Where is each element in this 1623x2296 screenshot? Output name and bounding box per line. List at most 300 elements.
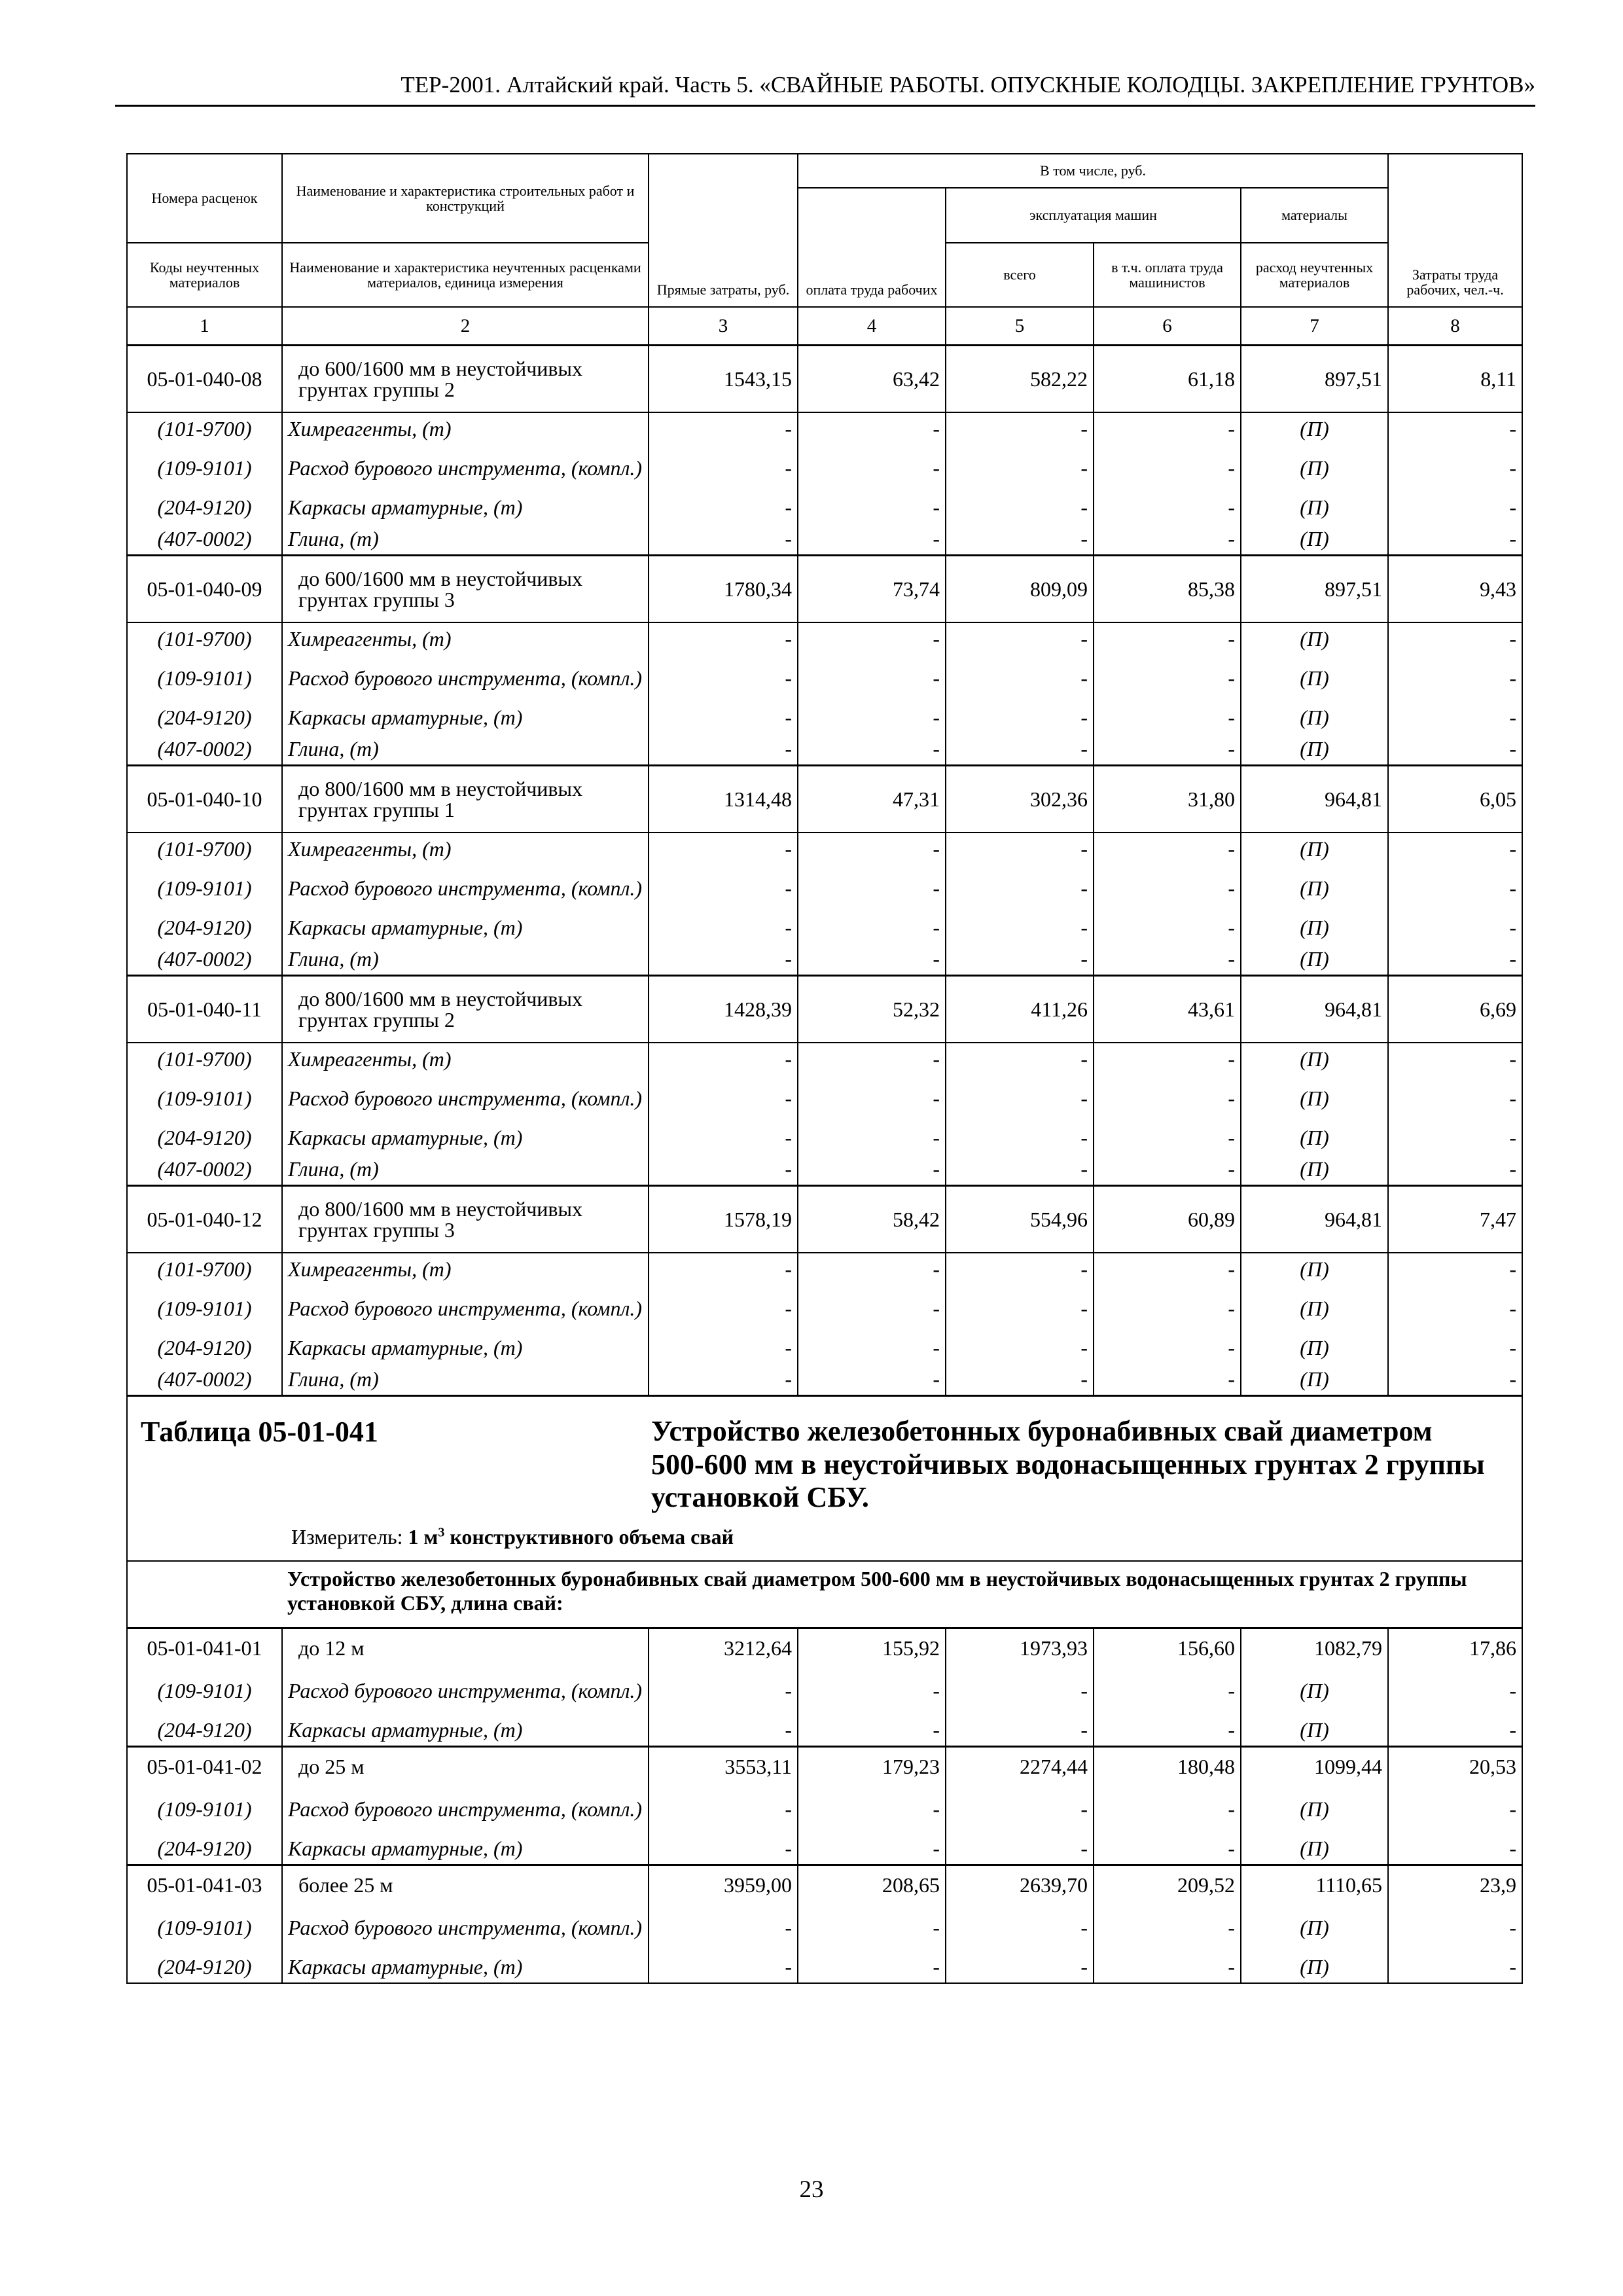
header-rate-numbers: Номера расценок <box>127 154 282 243</box>
material-unaccounted: (П) <box>1241 1122 1388 1153</box>
material-unaccounted: (П) <box>1241 1833 1388 1865</box>
rate-row <box>127 766 1522 833</box>
material-unaccounted: (П) <box>1241 912 1388 943</box>
rate-value: 180,48 <box>1094 1747 1241 1786</box>
material-row <box>127 492 1522 523</box>
header-material-name: Наименование и характеристика неучтенных расценками материалов, единица измерения <box>282 243 649 307</box>
col-number: 7 <box>1241 307 1388 346</box>
rate-value: 1543,15 <box>649 346 798 413</box>
material-value: - <box>1094 444 1241 492</box>
material-value: - <box>1094 733 1241 766</box>
material-value: - <box>1094 492 1241 523</box>
rate-value: 1099,44 <box>1241 1747 1388 1786</box>
material-code: (109-9101) <box>127 444 282 492</box>
material-value: - <box>1094 865 1241 912</box>
material-row <box>127 865 1522 912</box>
material-value: - <box>1094 622 1241 655</box>
material-value: - <box>649 865 798 912</box>
material-value: - <box>798 865 946 912</box>
material-value: - <box>649 1153 798 1186</box>
material-value: - <box>1094 523 1241 556</box>
material-code: (407-0002) <box>127 1363 282 1396</box>
material-value: - <box>946 412 1094 444</box>
material-value: - <box>1388 1833 1522 1865</box>
material-row <box>127 1785 1522 1833</box>
material-code: (204-9120) <box>127 1833 282 1865</box>
material-name: Глина, (т) <box>282 523 649 556</box>
material-code: (101-9700) <box>127 1043 282 1075</box>
material-value: - <box>1388 702 1522 733</box>
material-row <box>127 833 1522 865</box>
rate-value: 809,09 <box>946 556 1094 623</box>
material-unaccounted: (П) <box>1241 1153 1388 1186</box>
rate-row <box>127 346 1522 413</box>
material-value: - <box>946 1285 1094 1332</box>
rate-value: 964,81 <box>1241 976 1388 1043</box>
col-number: 4 <box>798 307 946 346</box>
rate-value: 23,9 <box>1388 1865 1522 1905</box>
material-value: - <box>649 1043 798 1075</box>
material-value: - <box>1094 1785 1241 1833</box>
material-value: - <box>1094 912 1241 943</box>
rate-value: 208,65 <box>798 1865 946 1905</box>
rate-name: до 800/1600 мм в неустойчивых грунтах группы 1 <box>282 766 649 833</box>
material-value: - <box>798 1785 946 1833</box>
material-value: - <box>1094 412 1241 444</box>
col-number: 5 <box>946 307 1094 346</box>
material-name: Расход бурового инструмента, (компл.) <box>282 1075 649 1122</box>
rate-value: 6,05 <box>1388 766 1522 833</box>
rate-code: 05-01-041-01 <box>127 1628 282 1668</box>
material-unaccounted: (П) <box>1241 1667 1388 1714</box>
rate-value: 156,60 <box>1094 1628 1241 1668</box>
material-value: - <box>649 1951 798 1983</box>
material-value: - <box>649 655 798 702</box>
section-heading: Устройство железобетонных буронабивных свай диаметром 500-600 мм в неустойчивых водонасыщенных грунтах 2 группы установкой СБУ, длина свай: <box>282 1561 1522 1628</box>
material-value: - <box>1094 1332 1241 1363</box>
page-number: 23 <box>799 2176 824 2203</box>
material-value: - <box>1094 1667 1241 1714</box>
material-row <box>127 1332 1522 1363</box>
rate-value: 1110,65 <box>1241 1865 1388 1905</box>
material-row <box>127 444 1522 492</box>
material-value: - <box>649 444 798 492</box>
material-value: - <box>1388 1363 1522 1396</box>
material-value: - <box>1094 943 1241 976</box>
material-value: - <box>798 1253 946 1285</box>
material-value: - <box>946 1785 1094 1833</box>
material-unaccounted: (П) <box>1241 865 1388 912</box>
material-unaccounted: (П) <box>1241 1075 1388 1122</box>
material-value: - <box>798 1667 946 1714</box>
rate-value: 582,22 <box>946 346 1094 413</box>
rate-value: 6,69 <box>1388 976 1522 1043</box>
material-name: Каркасы арматурные, (т) <box>282 1332 649 1363</box>
rates-table <box>126 153 1523 1984</box>
material-value: - <box>798 1122 946 1153</box>
material-code: (109-9101) <box>127 1904 282 1951</box>
material-value: - <box>946 1667 1094 1714</box>
material-row <box>127 733 1522 766</box>
col-number: 3 <box>649 307 798 346</box>
material-value: - <box>649 492 798 523</box>
material-value: - <box>1094 1153 1241 1186</box>
material-row <box>127 412 1522 444</box>
material-value: - <box>946 622 1094 655</box>
material-value: - <box>946 1153 1094 1186</box>
table-body-041 <box>127 1628 1522 1984</box>
rate-value: 60,89 <box>1094 1186 1241 1253</box>
material-value: - <box>1388 1951 1522 1983</box>
rate-value: 3959,00 <box>649 1865 798 1905</box>
rate-value: 9,43 <box>1388 556 1522 623</box>
material-code: (109-9101) <box>127 1285 282 1332</box>
material-value: - <box>1388 655 1522 702</box>
rate-name: до 12 м <box>282 1628 649 1668</box>
material-unaccounted: (П) <box>1241 1043 1388 1075</box>
material-name: Расход бурового инструмента, (компл.) <box>282 655 649 702</box>
material-code: (204-9120) <box>127 912 282 943</box>
col-number: 6 <box>1094 307 1241 346</box>
material-value: - <box>946 702 1094 733</box>
material-value: - <box>798 1833 946 1865</box>
material-value: - <box>1094 1951 1241 1983</box>
material-value: - <box>946 943 1094 976</box>
rate-value: 897,51 <box>1241 346 1388 413</box>
material-value: - <box>649 1285 798 1332</box>
table-title: Устройство железобетонных буронабивных свай диаметром 500-600 мм в неустойчивых водонасыщенных грунтах 2 группы установкой СБУ. <box>651 1415 1485 1514</box>
rate-value: 411,26 <box>946 976 1094 1043</box>
material-name: Расход бурового инструмента, (компл.) <box>282 444 649 492</box>
material-value: - <box>798 492 946 523</box>
material-value: - <box>946 444 1094 492</box>
rate-name: более 25 м <box>282 1865 649 1905</box>
material-name: Каркасы арматурные, (т) <box>282 702 649 733</box>
material-value: - <box>649 912 798 943</box>
rate-value: 8,11 <box>1388 346 1522 413</box>
header-unaccounted-materials: расход неучтенных материалов <box>1241 243 1388 307</box>
rate-row <box>127 1186 1522 1253</box>
material-value: - <box>946 865 1094 912</box>
material-code: (109-9101) <box>127 655 282 702</box>
material-row <box>127 1043 1522 1075</box>
material-unaccounted: (П) <box>1241 1253 1388 1285</box>
material-code: (204-9120) <box>127 1714 282 1747</box>
material-name: Расход бурового инструмента, (компл.) <box>282 1285 649 1332</box>
material-value: - <box>1094 1904 1241 1951</box>
material-value: - <box>798 1904 946 1951</box>
material-value: - <box>649 1667 798 1714</box>
material-value: - <box>798 1285 946 1332</box>
material-value: - <box>649 1833 798 1865</box>
material-value: - <box>1094 1043 1241 1075</box>
material-value: - <box>798 1714 946 1747</box>
material-value: - <box>798 702 946 733</box>
material-row <box>127 1951 1522 1983</box>
rate-name: до 800/1600 мм в неустойчивых грунтах группы 2 <box>282 976 649 1043</box>
material-value: - <box>798 655 946 702</box>
material-value: - <box>946 912 1094 943</box>
material-value: - <box>946 1122 1094 1153</box>
material-row <box>127 943 1522 976</box>
material-value: - <box>946 1951 1094 1983</box>
table-label: Таблица 05-01-041 <box>141 1416 378 1448</box>
material-value: - <box>1388 492 1522 523</box>
material-code: (407-0002) <box>127 733 282 766</box>
col-number: 1 <box>127 307 282 346</box>
material-unaccounted: (П) <box>1241 1714 1388 1747</box>
material-value: - <box>946 733 1094 766</box>
material-code: (109-9101) <box>127 1667 282 1714</box>
rate-value: 52,32 <box>798 976 946 1043</box>
material-value: - <box>798 1043 946 1075</box>
rate-row <box>127 1628 1522 1668</box>
col-number: 2 <box>282 307 649 346</box>
material-value: - <box>1388 1043 1522 1075</box>
material-value: - <box>649 1714 798 1747</box>
material-value: - <box>1094 1714 1241 1747</box>
material-row <box>127 1153 1522 1186</box>
material-code: (204-9120) <box>127 1951 282 1983</box>
material-value: - <box>798 622 946 655</box>
table-body-040 <box>127 346 1522 1396</box>
rate-code: 05-01-040-09 <box>127 556 282 623</box>
material-value: - <box>1094 655 1241 702</box>
material-unaccounted: (П) <box>1241 1363 1388 1396</box>
material-name: Глина, (т) <box>282 1363 649 1396</box>
material-row <box>127 1253 1522 1285</box>
material-value: - <box>1388 1904 1522 1951</box>
material-value: - <box>946 1833 1094 1865</box>
material-unaccounted: (П) <box>1241 655 1388 702</box>
material-code: (407-0002) <box>127 943 282 976</box>
material-unaccounted: (П) <box>1241 444 1388 492</box>
header-work-name: Наименование и характеристика строительных работ и конструкций <box>282 154 649 243</box>
material-value: - <box>1388 943 1522 976</box>
material-code: (109-9101) <box>127 1075 282 1122</box>
material-name: Химреагенты, (т) <box>282 1043 649 1075</box>
material-value: - <box>649 1075 798 1122</box>
header-including: В том числе, руб. <box>798 154 1388 188</box>
col-number: 8 <box>1388 307 1522 346</box>
rate-value: 1578,19 <box>649 1186 798 1253</box>
material-value: - <box>649 523 798 556</box>
material-unaccounted: (П) <box>1241 702 1388 733</box>
rate-value: 58,42 <box>798 1186 946 1253</box>
material-value: - <box>649 412 798 444</box>
material-row <box>127 655 1522 702</box>
rate-name: до 25 м <box>282 1747 649 1786</box>
header-materials: материалы <box>1241 188 1388 243</box>
material-value: - <box>798 833 946 865</box>
rate-value: 1973,93 <box>946 1628 1094 1668</box>
material-value: - <box>798 912 946 943</box>
header-material-codes: Коды неучтенных материалов <box>127 243 282 307</box>
material-unaccounted: (П) <box>1241 412 1388 444</box>
material-value: - <box>946 1253 1094 1285</box>
rate-code: 05-01-041-03 <box>127 1865 282 1905</box>
material-value: - <box>946 655 1094 702</box>
material-unaccounted: (П) <box>1241 492 1388 523</box>
material-code: (407-0002) <box>127 523 282 556</box>
rate-value: 897,51 <box>1241 556 1388 623</box>
material-value: - <box>1388 912 1522 943</box>
material-name: Каркасы арматурные, (т) <box>282 1833 649 1865</box>
rate-value: 209,52 <box>1094 1865 1241 1905</box>
rate-value: 964,81 <box>1241 766 1388 833</box>
material-row <box>127 1363 1522 1396</box>
header-total: всего <box>946 243 1094 307</box>
material-value: - <box>649 702 798 733</box>
material-value: - <box>1388 1714 1522 1747</box>
material-value: - <box>649 1904 798 1951</box>
measure-unit: Измеритель: 1 $м^3$ конструктивного объема свай <box>291 1525 734 1549</box>
header-labor-costs: Затраты труда рабочих, чел.-ч. <box>1388 154 1522 307</box>
material-value: - <box>1094 1122 1241 1153</box>
material-value: - <box>649 1253 798 1285</box>
material-code: (109-9101) <box>127 865 282 912</box>
rate-name: до 800/1600 мм в неустойчивых грунтах группы 3 <box>282 1186 649 1253</box>
rate-value: 1082,79 <box>1241 1628 1388 1668</box>
rate-value: 302,36 <box>946 766 1094 833</box>
rate-value: 61,18 <box>1094 346 1241 413</box>
material-value: - <box>1388 733 1522 766</box>
rate-row <box>127 556 1522 623</box>
material-value: - <box>1094 1075 1241 1122</box>
rate-value: 1780,34 <box>649 556 798 623</box>
material-value: - <box>1388 865 1522 912</box>
rate-value: 73,74 <box>798 556 946 623</box>
material-value: - <box>946 1075 1094 1122</box>
rate-value: 2274,44 <box>946 1747 1094 1786</box>
material-name: Каркасы арматурные, (т) <box>282 1951 649 1983</box>
material-name: Химреагенты, (т) <box>282 833 649 865</box>
rate-code: 05-01-040-12 <box>127 1186 282 1253</box>
material-value: - <box>798 412 946 444</box>
material-row <box>127 1833 1522 1865</box>
material-row <box>127 1667 1522 1714</box>
material-unaccounted: (П) <box>1241 1332 1388 1363</box>
header-machine-operation: эксплуатация машин <box>946 188 1241 243</box>
material-code: (204-9120) <box>127 1122 282 1153</box>
rate-value: 964,81 <box>1241 1186 1388 1253</box>
rate-value: 20,53 <box>1388 1747 1522 1786</box>
material-name: Каркасы арматурные, (т) <box>282 1122 649 1153</box>
rate-value: 31,80 <box>1094 766 1241 833</box>
rate-code: 05-01-040-08 <box>127 346 282 413</box>
material-value: - <box>1388 622 1522 655</box>
rate-name: до 600/1600 мм в неустойчивых грунтах группы 2 <box>282 346 649 413</box>
material-name: Расход бурового инструмента, (компл.) <box>282 1667 649 1714</box>
material-value: - <box>1388 833 1522 865</box>
material-name: Химреагенты, (т) <box>282 622 649 655</box>
material-value: - <box>1388 444 1522 492</box>
material-code: (101-9700) <box>127 622 282 655</box>
material-value: - <box>1094 1285 1241 1332</box>
material-value: - <box>946 1363 1094 1396</box>
material-value: - <box>649 1122 798 1153</box>
rate-value: 43,61 <box>1094 976 1241 1043</box>
material-row <box>127 622 1522 655</box>
material-value: - <box>946 492 1094 523</box>
material-unaccounted: (П) <box>1241 1904 1388 1951</box>
material-value: - <box>798 733 946 766</box>
page-header: ТЕР-2001. Алтайский край. Часть 5. «СВАЙНЫЕ РАБОТЫ. ОПУСКНЫЕ КОЛОДЦЫ. ЗАКРЕПЛЕНИЕ ГРУНТОВ» <box>115 72 1535 107</box>
material-name: Химреагенты, (т) <box>282 1253 649 1285</box>
rate-value: 3553,11 <box>649 1747 798 1786</box>
material-value: - <box>798 1075 946 1122</box>
material-row <box>127 523 1522 556</box>
material-value: - <box>1388 412 1522 444</box>
rate-row <box>127 1865 1522 1905</box>
material-name: Глина, (т) <box>282 1153 649 1186</box>
material-name: Каркасы арматурные, (т) <box>282 492 649 523</box>
rate-code: 05-01-040-10 <box>127 766 282 833</box>
column-number-row <box>127 307 1522 346</box>
rate-name: до 600/1600 мм в неустойчивых грунтах группы 3 <box>282 556 649 623</box>
material-value: - <box>946 523 1094 556</box>
material-value: - <box>1388 1332 1522 1363</box>
material-unaccounted: (П) <box>1241 622 1388 655</box>
material-value: - <box>1388 1785 1522 1833</box>
material-value: - <box>946 1332 1094 1363</box>
material-unaccounted: (П) <box>1241 943 1388 976</box>
table-041-title-block <box>127 1396 1522 1628</box>
material-value: - <box>946 1904 1094 1951</box>
material-value: - <box>1388 523 1522 556</box>
rate-value: 85,38 <box>1094 556 1241 623</box>
material-value: - <box>1094 833 1241 865</box>
rate-row <box>127 976 1522 1043</box>
rate-code: 05-01-040-11 <box>127 976 282 1043</box>
rate-value: 17,86 <box>1388 1628 1522 1668</box>
header-direct-costs: Прямые затраты, руб. <box>649 154 798 307</box>
material-value: - <box>798 523 946 556</box>
material-value: - <box>798 943 946 976</box>
header-operator-pay: в т.ч. оплата труда машинистов <box>1094 243 1241 307</box>
rate-value: 2639,70 <box>946 1865 1094 1905</box>
material-value: - <box>649 943 798 976</box>
rate-value: 47,31 <box>798 766 946 833</box>
material-row <box>127 1714 1522 1747</box>
material-value: - <box>649 833 798 865</box>
material-value: - <box>649 733 798 766</box>
rate-value: 155,92 <box>798 1628 946 1668</box>
table-header <box>127 154 1522 346</box>
material-row <box>127 702 1522 733</box>
material-name: Каркасы арматурные, (т) <box>282 1714 649 1747</box>
material-code: (204-9120) <box>127 702 282 733</box>
material-unaccounted: (П) <box>1241 733 1388 766</box>
material-unaccounted: (П) <box>1241 1285 1388 1332</box>
material-name: Расход бурового инструмента, (компл.) <box>282 1785 649 1833</box>
material-value: - <box>1388 1285 1522 1332</box>
material-unaccounted: (П) <box>1241 523 1388 556</box>
material-value: - <box>1094 1833 1241 1865</box>
material-code: (204-9120) <box>127 492 282 523</box>
header-labor-pay: оплата труда рабочих <box>798 188 946 307</box>
material-value: - <box>1094 1253 1241 1285</box>
material-unaccounted: (П) <box>1241 833 1388 865</box>
material-value: - <box>1388 1667 1522 1714</box>
material-row <box>127 1285 1522 1332</box>
material-value: - <box>1388 1153 1522 1186</box>
material-value: - <box>798 1153 946 1186</box>
material-value: - <box>1388 1122 1522 1153</box>
rate-row <box>127 1747 1522 1786</box>
rate-value: 1314,48 <box>649 766 798 833</box>
rate-value: 7,47 <box>1388 1186 1522 1253</box>
